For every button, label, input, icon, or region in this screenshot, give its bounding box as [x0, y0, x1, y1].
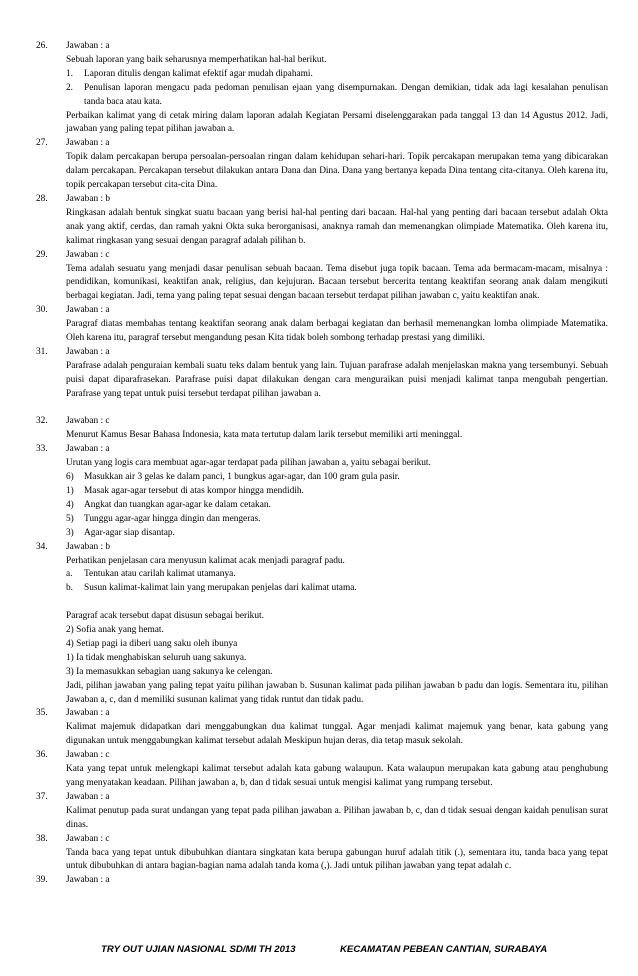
list-item	[66, 68, 608, 82]
answer-label: Jawaban : a	[66, 791, 110, 802]
explanation-text: Kalimat majemuk didapatkan dari menggabungkan dua kalimat tunggal. Agar menjadi kalimat majemuk yang benar, kata gabung yang digunakan untuk menggabungkan kalimat tersebut adalah Meskipun hujan deras, dia tetap masuk sekolah.	[66, 722, 608, 747]
answer-body	[66, 833, 608, 875]
answer-item	[36, 304, 608, 346]
explanation-text: Parafrase adalah penguraian kembali suatu teks dalam bentuk yang lain. Tujuan parafrase adalah menjelaskan makna yang tersembunyi. Sebuah puisi dapat diparafrasekan. Parafrase puisi dapat dilakukan dengan cara menguraikan puisi menjadi kalimat tanpa mengubah pengertian. Parafrase yang tepat untuk puisi tersebut terdapat pilihan jawaban a.	[66, 360, 608, 399]
explanation-text: Paragraf diatas membahas tentang keaktifan seorang anak dalam berbagai kegiatan dan berhasil memenangkan lomba olimpiade Matematika. Oleh karena itu, paragraf tersebut mengandung pesan Kita tidak boleh sombong terhadap prestasi yang dimiliki.	[66, 319, 608, 344]
list-item	[66, 471, 608, 485]
answer-item	[36, 874, 608, 888]
answer-number: 35.	[36, 708, 48, 719]
answer-label: Jawaban : b	[66, 193, 111, 204]
answer-label: Jawaban : a	[66, 444, 110, 455]
explanation-text: Perbaikan kalimat yang di cetak miring dalam laporan adalah Kegiatan Persami diselenggarakan pada tanggal 13 dan 14 Agustus 2012. Jadi, jawaban yang paling tepat pilihan jawaban a.	[66, 110, 608, 135]
list-item	[66, 513, 608, 527]
explanation-text: Jadi, pilihan jawaban yang paling tepat yaitu pilihan jawaban b. Susunan kalimat pada pilihan jawaban b padu dan logis. Sementara itu, pilihan Jawaban a, c, dan d memiliki susunan kalimat yang tidak runtut dan tidak padu.	[66, 680, 608, 705]
list-marker: 1.	[66, 68, 74, 79]
answer-number: 37.	[36, 791, 48, 802]
answer-number: 32.	[36, 416, 48, 427]
answer-body	[66, 137, 608, 193]
answer-item	[36, 249, 608, 305]
list-item	[66, 499, 608, 513]
list-item-text: Penulisan laporan mengacu pada pedoman penulisan ejaan yang disempurnakan. Dengan demikian, tidak ada lagi kesalahan penulisan tanda baca atau kata.	[84, 82, 608, 107]
answer-item	[36, 137, 608, 193]
answer-item	[36, 791, 608, 833]
answer-item	[36, 541, 608, 708]
explanation-text: 1) Ia tidak menghabiskan seluruh uang sakunya.	[66, 652, 247, 663]
list-marker: 2.	[66, 82, 74, 93]
answer-item	[36, 443, 608, 540]
answer-item	[36, 193, 608, 249]
answer-label: Jawaban : c	[66, 416, 110, 427]
answer-number: 31.	[36, 346, 48, 357]
explanation-text: 3) Ia memasukkan sebagian uang sakunya ke celengan.	[66, 666, 273, 677]
blank-line	[66, 402, 608, 416]
answer-label: Jawaban : a	[66, 305, 110, 316]
answer-item	[36, 346, 608, 416]
list-item-text: Agar-agar siap disantap.	[84, 527, 175, 538]
answer-number: 27.	[36, 138, 48, 149]
explanation-text: Paragraf acak tersebut dapat disusun sebagai berikut.	[66, 611, 264, 622]
list-item-text: Susun kalimat-kalimat lain yang merupakan penjelas dari kalimat utama.	[84, 583, 357, 594]
answer-body	[66, 346, 608, 416]
list-marker: 1)	[66, 485, 74, 496]
answer-label: Jawaban : b	[66, 541, 111, 552]
answer-label: Jawaban : a	[66, 346, 110, 357]
answer-body	[66, 707, 608, 749]
list-marker: a.	[66, 569, 73, 580]
blank-line	[66, 596, 608, 610]
list-item	[66, 82, 608, 110]
list-item-text: Tunggu agar-agar hingga dingin dan mengeras.	[84, 513, 261, 524]
answer-label: Jawaban : a	[66, 708, 110, 719]
list-item	[66, 485, 608, 499]
answer-body	[66, 40, 608, 137]
answer-number: 38.	[36, 833, 48, 844]
explanation-text: Ringkasan adalah bentuk singkat suatu bacaan yang berisi hal-hal penting dari bacaan. Hal-hal yang penting dari bacaan tersebut adalah Okta anak yang aktif, cerdas, dan ramah yakni Okta suka berorganisasi, anaknya ramah dan memenangkan olimpiade Matematika. Oleh karena itu, kalimat ringkasan yang sesuai dengan paragraf adalah pilihan b.	[66, 207, 608, 246]
explanation-text: Kata yang tepat untuk melengkapi kalimat tersebut adalah kata gabung walaupun. Kata walaupun merupakan kata gabung atau penghubung yang menyatakan keadaan. Pilihan jawaban a, b, dan d tidak sesuai untuk mengisi kalimat yang rumpang tersebut.	[66, 764, 608, 788]
explanation-text: Kalimat penutup pada surat undangan yang tepat pada pilihan jawaban a. Pilihan jawaban b, c, dan d tidak sesuai dengan kaidah penulisan surat dinas.	[66, 805, 608, 830]
answer-label: Jawaban : c	[66, 833, 110, 844]
explanation-text: 4) Setiap pagi ia diberi uang saku oleh ibunya	[66, 638, 238, 649]
answer-number: 39.	[36, 875, 48, 886]
list-marker: b.	[66, 583, 74, 594]
answer-body	[66, 791, 608, 833]
answer-body	[66, 304, 608, 346]
answer-body	[66, 874, 608, 888]
answer-item	[36, 749, 608, 791]
answer-label: Jawaban : a	[66, 138, 110, 149]
list-item	[66, 582, 608, 596]
explanation-text: Urutan yang logis cara membuat agar-agar terdapat pada pilihan jawaban a, yaitu sebagai berikut.	[66, 458, 431, 469]
list-item-text: Angkat dan tuangkan agar-agar ke dalam cetakan.	[84, 499, 271, 510]
answer-item	[36, 415, 608, 443]
answer-number: 34.	[36, 541, 48, 552]
answer-label: Jawaban : c	[66, 750, 110, 761]
explanation-text: 2) Sofia anak yang hemat.	[66, 625, 164, 636]
answer-label: Jawaban : a	[66, 41, 110, 51]
list-marker: 3)	[66, 527, 74, 538]
list-marker: 6)	[66, 472, 74, 483]
answer-number: 30.	[36, 305, 48, 316]
answer-body	[66, 415, 608, 443]
answer-item	[36, 40, 608, 137]
footer-right-text: KECAMATAN PEBEAN CANTIAN, SURABAYA	[340, 944, 548, 955]
explanation-text: Tanda baca yang tepat untuk dibubuhkan diantara singkatan kata berupa gabungan huruf adalah titik (.), sementara itu, tanda baca yang tepat untuk dibubuhkan di antara bagian-bagian nama adalah tanda koma (,). Jadi untuk pilihan jawaban yang tepat adalah c.	[66, 847, 608, 872]
answer-body	[66, 541, 608, 708]
list-item-text: Masukkan air 3 gelas ke dalam panci, 1 bungkus agar-agar, dan 100 gram gula pasir.	[84, 472, 400, 483]
answer-item	[36, 833, 608, 875]
answer-body	[66, 749, 608, 791]
answer-key-content	[36, 40, 608, 888]
answer-number: 33.	[36, 444, 48, 455]
answer-number: 26.	[36, 41, 48, 51]
list-item	[66, 568, 608, 582]
answer-number: 29.	[36, 249, 48, 260]
list-marker: 5)	[66, 513, 74, 524]
list-marker: 4)	[66, 499, 74, 510]
list-item-text: Masak agar-agar tersebut di atas kompor hingga mendidih.	[84, 485, 304, 496]
explanation-text: Perhatikan penjelasan cara menyusun kalimat acak menjadi paragraf padu.	[66, 555, 345, 566]
answer-number: 28.	[36, 193, 48, 204]
answer-item	[36, 707, 608, 749]
footer-left-text: TRY OUT UJIAN NASIONAL SD/MI TH 2013	[101, 944, 296, 955]
answer-body	[66, 443, 608, 540]
answer-number: 36.	[36, 750, 48, 761]
list-item-text: Tentukan atau carilah kalimat utamanya.	[84, 569, 236, 580]
answer-body	[66, 193, 608, 249]
answer-label: Jawaban : c	[66, 249, 110, 260]
explanation-text: Sebuah laporan yang baik seharusnya memperhatikan hal-hal berikut.	[66, 54, 327, 65]
answer-body	[66, 249, 608, 305]
list-item-text: Laporan ditulis dengan kalimat efektif agar mudah dipahami.	[84, 68, 313, 79]
list-item	[66, 527, 608, 541]
explanation-text: Menurut Kamus Besar Bahasa Indonesia, kata mata tertutup dalam larik tersebut memiliki arti meninggal.	[66, 430, 463, 441]
explanation-text: Topik dalam percakapan berupa persoalan-persoalan ringan dalam kehidupan sehari-hari. Topik percakapan merupakan tema yang dibicarakan dalam percakapan. Percakapan tersebut dilakukan antara Dana dan Dina. Dana yang bertanya kepada Dina tentang cita-citanya. Oleh karena itu, topik percakapan tersebut cita-cita Dina.	[66, 152, 608, 191]
explanation-text: Tema adalah sesuatu yang menjadi dasar penulisan sebuah bacaan. Tema disebut juga topik bacaan. Tema ada bermacam-macam, misalnya : pendidikan, komunikasi, keaktifan anak, religius, dan kejujuran. Bacaan tersebut bercerita tentang keaktifan seorang anak dalam mengikuti berbagai kegiatan. Jadi, tema yang paling tepat sesuai dengan bacaan tersebut terdapat pilihan jawaban c, yaitu keaktifan anak.	[66, 263, 608, 302]
answer-label: Jawaban : a	[66, 875, 110, 886]
